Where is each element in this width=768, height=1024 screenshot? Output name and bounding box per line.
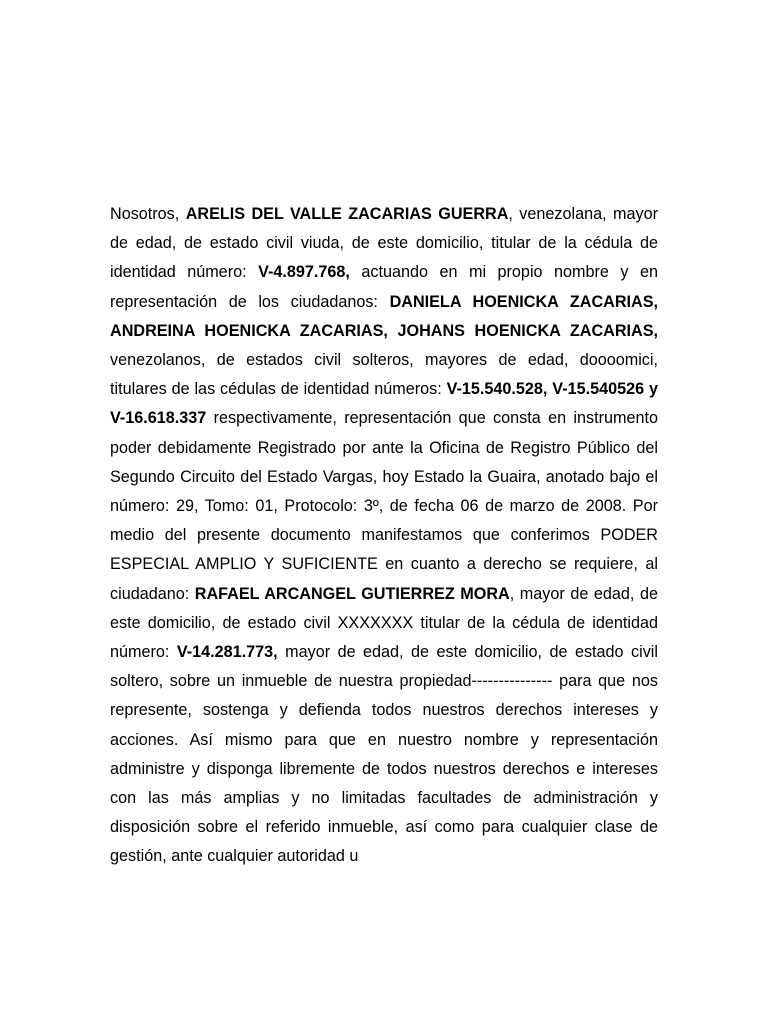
represented-names: DANIELA HOENICKA ZACARIAS, ANDREINA HOENICKA ZACARIAS, JOHANS HOENICKA ZACARIAS,	[110, 292, 659, 340]
grantor-name: ARELIS DEL VALLE ZACARIAS GUERRA	[185, 205, 509, 223]
represented-id-numbers: V-15.540.528, V-15.540526 y V-16.618.337	[110, 380, 658, 428]
document-body-paragraph	[110, 200, 658, 872]
text-segment: Nosotros,	[110, 205, 186, 223]
attorney-id-number: V-14.281.773,	[176, 643, 278, 662]
attorney-name: RAFAEL ARCANGEL GUTIERREZ MORA	[194, 584, 510, 603]
text-segment: respectivamente, representación que consta en instrumento poder debidamente Registrado por ante la Oficina de Registro Público del Segundo Circuito del Estado Vargas, hoy Estado la Guaira, anotado bajo el número: 29, Tomo: 01, Protocolo: 3º, de fecha 06 de marzo de 2008. Por medio del presente documento manifestamos que conferimos PODER ESPECIAL AMPLIO Y SUFICIENTE en cuanto a derecho se requiere, al ciudadano:	[110, 409, 658, 603]
text-segment: , venezolana, mayor de edad, de estado civil viuda, de este domicilio, titular de la cédula de identidad número:	[110, 205, 658, 282]
text-segment: venezolanos, de estados civil solteros, mayores de edad, doooomici, titulares de las cédulas de identidad números:	[110, 351, 658, 399]
grantor-id-number: V-4.897.768,	[258, 263, 350, 282]
text-segment: actuando en mi propio nombre y en representación de los ciudadanos:	[110, 263, 658, 311]
text-segment: , mayor de edad, de este domicilio, de estado civil XXXXXXX titular de la cédula de identidad número:	[110, 584, 658, 662]
text-segment: mayor de edad, de este domicilio, de estado civil soltero, sobre un inmueble de nuestra propiedad--------------- para que nos represente, sostenga y defienda todos nuestros derechos intereses y acciones. Así mismo para que en nuestro nombre y representación administre y disponga libremente de todos nuestros derechos e intereses con las más amplias y no limitadas facultades de administración y disposición sobre el referido inmueble, así como para cualquier clase de gestión, ante cualquier autoridad u	[110, 643, 658, 866]
